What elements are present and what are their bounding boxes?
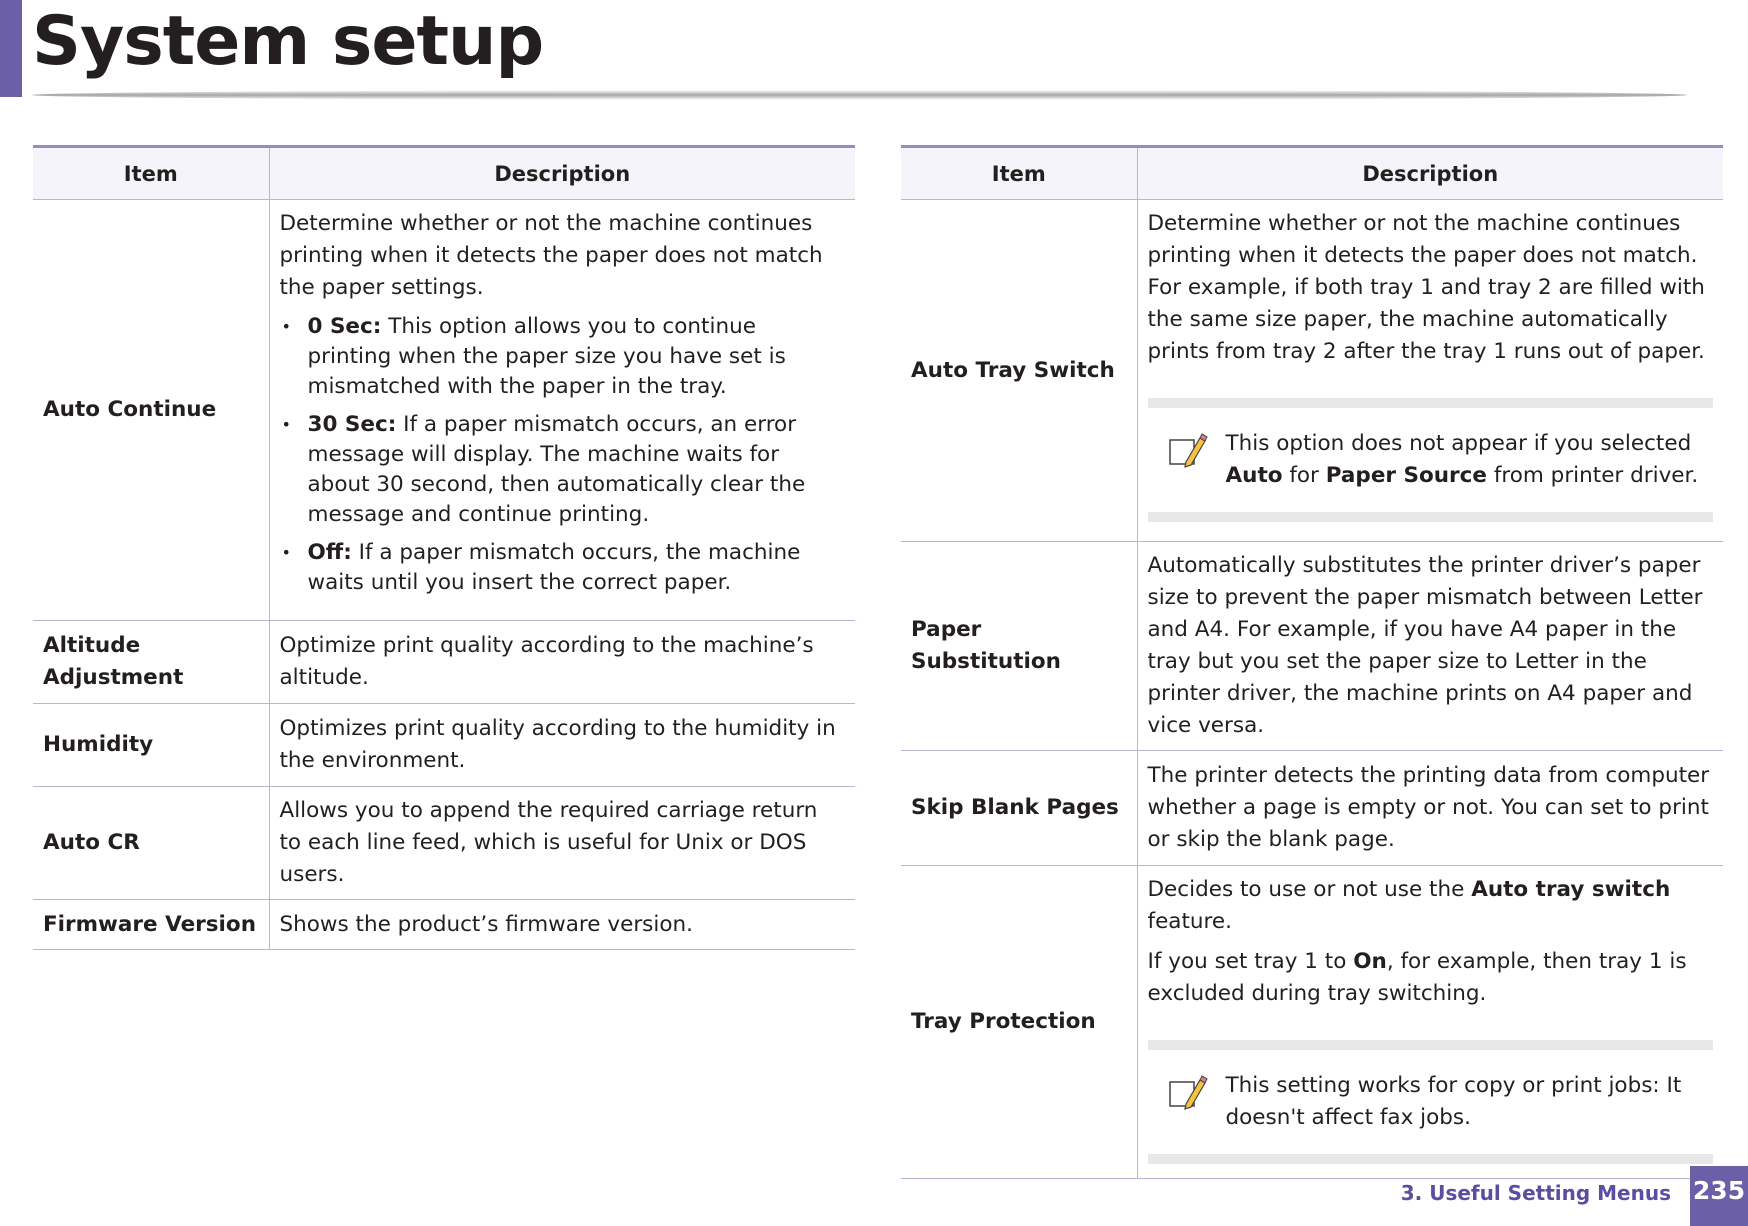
item-auto-cr: Auto CR: [33, 787, 269, 900]
item-auto-tray-switch: Auto Tray Switch: [901, 200, 1137, 542]
table-row: [33, 200, 855, 621]
list-item: • Off: If a paper mismatch occurs, the machine waits until you insert the correct paper.: [280, 538, 846, 598]
note-box: [1148, 1040, 1714, 1164]
desc-firmware-version: Shows the product’s firmware version.: [269, 900, 855, 950]
table-header-row: [33, 147, 855, 200]
table-row: [901, 200, 1723, 542]
note-pencil-icon: [1164, 432, 1210, 472]
item-humidity: Humidity: [33, 704, 269, 787]
page-title: System setup: [32, 2, 544, 81]
note-box: [1148, 398, 1714, 522]
desc-tray-protection: [1137, 866, 1723, 1179]
desc-auto-tray-switch: [1137, 200, 1723, 542]
title-divider: [32, 90, 1687, 100]
desc-tray-protection-line2: If you set tray 1 to On, for example, then tray 1 is excluded during tray switching.: [1147, 949, 1687, 1006]
item-auto-continue: Auto Continue: [33, 200, 269, 621]
page-number: 235: [1690, 1166, 1748, 1226]
table-row: [33, 787, 855, 900]
table-row: [901, 751, 1723, 866]
note-text: This setting works for copy or print jobs: It doesn't affect fax jobs.: [1225, 1073, 1682, 1130]
item-tray-protection: Tray Protection: [901, 866, 1137, 1179]
table-header-row: [901, 147, 1723, 200]
list-item: • 0 Sec: This option allows you to continue printing when the paper size you have set is mismatched with the paper in the tray.: [280, 312, 846, 402]
desc-auto-continue-intro: Determine whether or not the machine continues printing when it detects the paper does not match the paper settings.: [279, 211, 823, 300]
desc-auto-continue: [269, 200, 855, 621]
table-row: [33, 621, 855, 704]
item-paper-substitution: Paper Substitution: [901, 542, 1137, 751]
column-header-description: Description: [1137, 147, 1723, 200]
settings-table-right: [901, 145, 1723, 1179]
table-row: [33, 704, 855, 787]
desc-auto-tray-switch-text: Determine whether or not the machine continues printing when it detects the paper does not match. For example, if both tray 1 and tray 2 are filled with the same size paper, the machine automatically prints from tray 2 after the tray 1 runs out of paper.: [1147, 211, 1705, 364]
list-item: • 30 Sec: If a paper mismatch occurs, an error message will display. The machine waits for about 30 second, then automatically clear the message and continue printing.: [280, 410, 846, 530]
option-list: [280, 312, 846, 598]
item-firmware-version: Firmware Version: [33, 900, 269, 950]
desc-skip-blank-pages: The printer detects the printing data from computer whether a page is empty or not. You can set to print or skip the blank page.: [1137, 751, 1723, 866]
desc-paper-substitution: Automatically substitutes the printer driver’s paper size to prevent the paper mismatch between Letter and A4. For example, if you have A4 paper in the tray but you set the paper size to Letter in the printer driver, the machine prints on A4 paper and vice versa.: [1137, 542, 1723, 751]
note-text: This option does not appear if you selected Auto for Paper Source from printer driver.: [1225, 431, 1699, 488]
column-header-item: Item: [901, 147, 1137, 200]
table-row: [33, 900, 855, 950]
desc-humidity: Optimizes print quality according to the humidity in the environment.: [269, 704, 855, 787]
column-header-description: Description: [269, 147, 855, 200]
footer-section-label: 3. Useful Setting Menus: [1400, 1181, 1671, 1205]
table-row: [901, 542, 1723, 751]
desc-auto-cr: Allows you to append the required carriage return to each line feed, which is useful for Unix or DOS users.: [269, 787, 855, 900]
desc-altitude-adjustment: Optimize print quality according to the machine’s altitude.: [269, 621, 855, 704]
column-header-item: Item: [33, 147, 269, 200]
table-row: [901, 866, 1723, 1179]
item-altitude-adjustment: Altitude Adjustment: [33, 621, 269, 704]
settings-table-left: [33, 145, 855, 950]
note-pencil-icon: [1164, 1074, 1210, 1114]
item-skip-blank-pages: Skip Blank Pages: [901, 751, 1137, 866]
desc-tray-protection-line1: Decides to use or not use the Auto tray switch feature.: [1147, 877, 1671, 934]
title-accent-bar: [0, 0, 22, 97]
